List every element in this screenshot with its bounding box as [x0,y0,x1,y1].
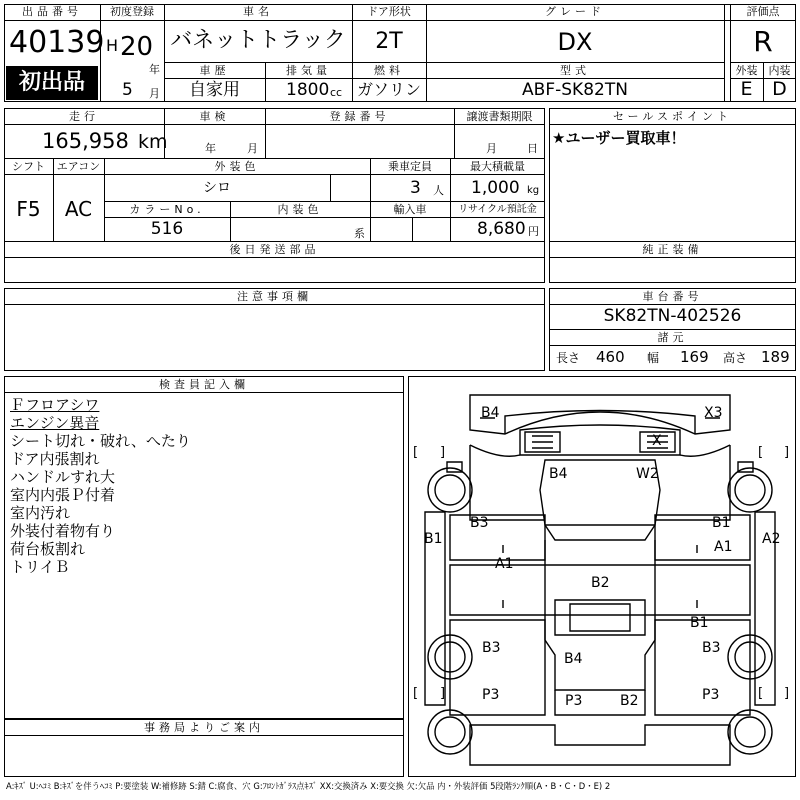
inspector-note: 室内汚れ [10,504,71,522]
max-load-header: 最大積載量 [470,160,525,173]
length-label: 長さ [556,351,581,365]
width-label: 幅 [647,351,660,365]
diagram-bracket: ] [440,686,446,701]
diagram-bracket: [ [413,686,419,701]
sales-point-text: ★ユーザー買取車！ [552,129,686,147]
inspector-header: 検査員記入欄 [159,378,249,391]
recycle-header: リサイクル預託金 [458,204,537,215]
diagram-mark: B4 [564,651,583,667]
first-listing-label: 初出品 [18,70,85,95]
model-header: 型式 [560,64,590,77]
diagram-mark: X3 [704,405,723,421]
genuine-header: 純正装備 [642,243,703,256]
transfer-day-unit: 日 [527,142,538,155]
reg-no-header: 登録番号 [329,110,390,123]
diagram-bracket: ] [784,445,790,460]
inspector-note: ドア内張割れ [10,450,100,468]
diagram-mark: P3 [565,693,583,709]
inspector-note: ハンドルすれ大 [10,468,116,486]
mileage-header: 走行 [69,110,99,123]
transfer-header: 譲渡書類期限 [466,110,533,123]
lot-number: 40139 [9,25,105,60]
grade: DX [557,28,593,56]
era: H [106,36,119,55]
exterior-grade: E [740,78,753,100]
fuel: ガソリン [356,80,421,99]
car-history: 自家用 [189,80,240,100]
displacement: 1800 [286,80,330,100]
shift-header: シフト [12,160,45,173]
shift: F5 [16,197,41,221]
interior-grade: D [772,78,787,100]
color-no-header: カラーNo. [129,203,205,216]
interior-header: 内装 [768,64,791,77]
height-label: 高さ [723,351,748,365]
height: 189 [761,348,790,366]
capacity-unit: 人 [433,184,444,197]
score-header: 評価点 [746,5,780,18]
later-parts-header: 後日発送部品 [229,243,320,256]
recycle-amount: 8,680 [477,219,526,239]
door-header: ドア形状 [367,5,411,18]
recycle-unit: 円 [528,225,539,238]
fuel-header: 燃料 [374,64,404,77]
int-color-header: 内装色 [277,203,323,216]
inspection-header: 車検 [199,110,230,123]
reg-month: 5 [122,80,133,100]
chassis-header: 車台番号 [642,290,703,303]
color-no: 516 [150,219,184,239]
lot-no-header: 出品番号 [22,5,82,18]
first-reg-header: 初度登録 [110,5,154,18]
month-unit: 月 [149,87,160,100]
chassis-number: SK82TN-402526 [603,306,742,326]
grade-header: グレード [545,5,605,18]
diagram-mark: B3 [482,640,501,656]
caution-header: 注意事項欄 [237,290,312,303]
diagram-bracket: [ [758,445,764,460]
sales-point-header: セールスポイント [612,110,732,123]
exterior-header: 外装 [735,64,758,77]
diagram-mark: A1 [495,556,514,572]
ext-color-header: 外装色 [214,160,260,173]
max-load: 1,000 [471,178,520,198]
length: 460 [596,348,625,366]
inspector-note: 室内内張Ｐ付着 [10,486,116,504]
max-load-unit: kg [527,185,540,196]
capacity: 3 [410,178,421,198]
inspector-note: エンジン異音 [10,414,100,432]
diagram-bracket: ] [784,686,790,701]
diagram-mark: B1 [712,515,731,531]
displacement-unit: cc [330,86,343,99]
transfer-month-unit: 月 [486,142,497,155]
car-name: バネットトラック [170,28,346,53]
legend: A:ｷｽﾞ U:ﾍｺﾐ B:ｷｽﾞを伴うﾍｺﾐ P:要塗装 W:補修跡 S:錆 C:腐食、穴 G:ﾌﾛﾝﾄｶﾞﾗｽ点ｷｽﾞ XX:交換済み X:要交換 欠:欠品 内・外装評価 5段階ﾗﾝｸ順(A・B・C・D・E) 2 [6,781,611,791]
model-code: ABF-SK82TN [522,80,628,100]
score: R [753,25,773,58]
diagram-mark: A1 [714,539,733,555]
mileage: 165,958 [42,129,129,153]
diagram-mark: B3 [470,515,489,531]
diagram-bracket: [ [758,686,764,701]
diagram-mark: P3 [702,687,720,703]
diagram-mark: B1 [690,615,709,631]
inspector-note: 外装付着物有り [10,522,116,540]
damage-diagram [408,376,796,777]
mileage-unit: km [138,131,168,153]
history-header: 車歴 [199,64,230,77]
diagram-mark: B3 [702,640,721,656]
diagram-mark: A2 [762,531,781,547]
import-header: 輸入車 [393,203,427,216]
inspector-note: トリイＢ [10,558,70,576]
aircon-header: エアコン [56,160,101,173]
int-color-unit: 系 [354,227,365,240]
inspector-note: 荷台板割れ [10,540,86,558]
width: 169 [680,348,709,366]
reg-year: 20 [120,32,154,62]
displacement-header: 排気量 [286,64,331,77]
diagram-mark: B2 [591,575,610,591]
diagram-mark: B4 [481,405,500,421]
inspection-year-unit: 年 [205,142,216,155]
ext-color: シロ [203,180,231,196]
diagram-mark: W2 [636,466,659,482]
diagram-mark: X [652,433,662,449]
diagram-mark: B1 [424,531,443,547]
inspector-note: シート切れ・破れ、へたり [10,432,191,450]
door-type: 2T [375,29,403,54]
aircon: AC [64,197,93,221]
specs-header: 諸元 [657,331,688,344]
diagram-bracket: [ [413,445,419,460]
car-name-header: 車名 [243,5,273,18]
diagram-mark: B2 [620,693,639,709]
inspector-note: Ｆフロアシワ [10,396,100,414]
inspection-month-unit: 月 [247,142,258,155]
capacity-header: 乗車定員 [388,160,432,173]
diagram-mark: P3 [482,687,500,703]
office-header: 事務局よりご案内 [144,721,264,734]
diagram-mark: B4 [549,466,568,482]
year-unit: 年 [149,63,160,76]
diagram-bracket: ] [440,445,446,460]
